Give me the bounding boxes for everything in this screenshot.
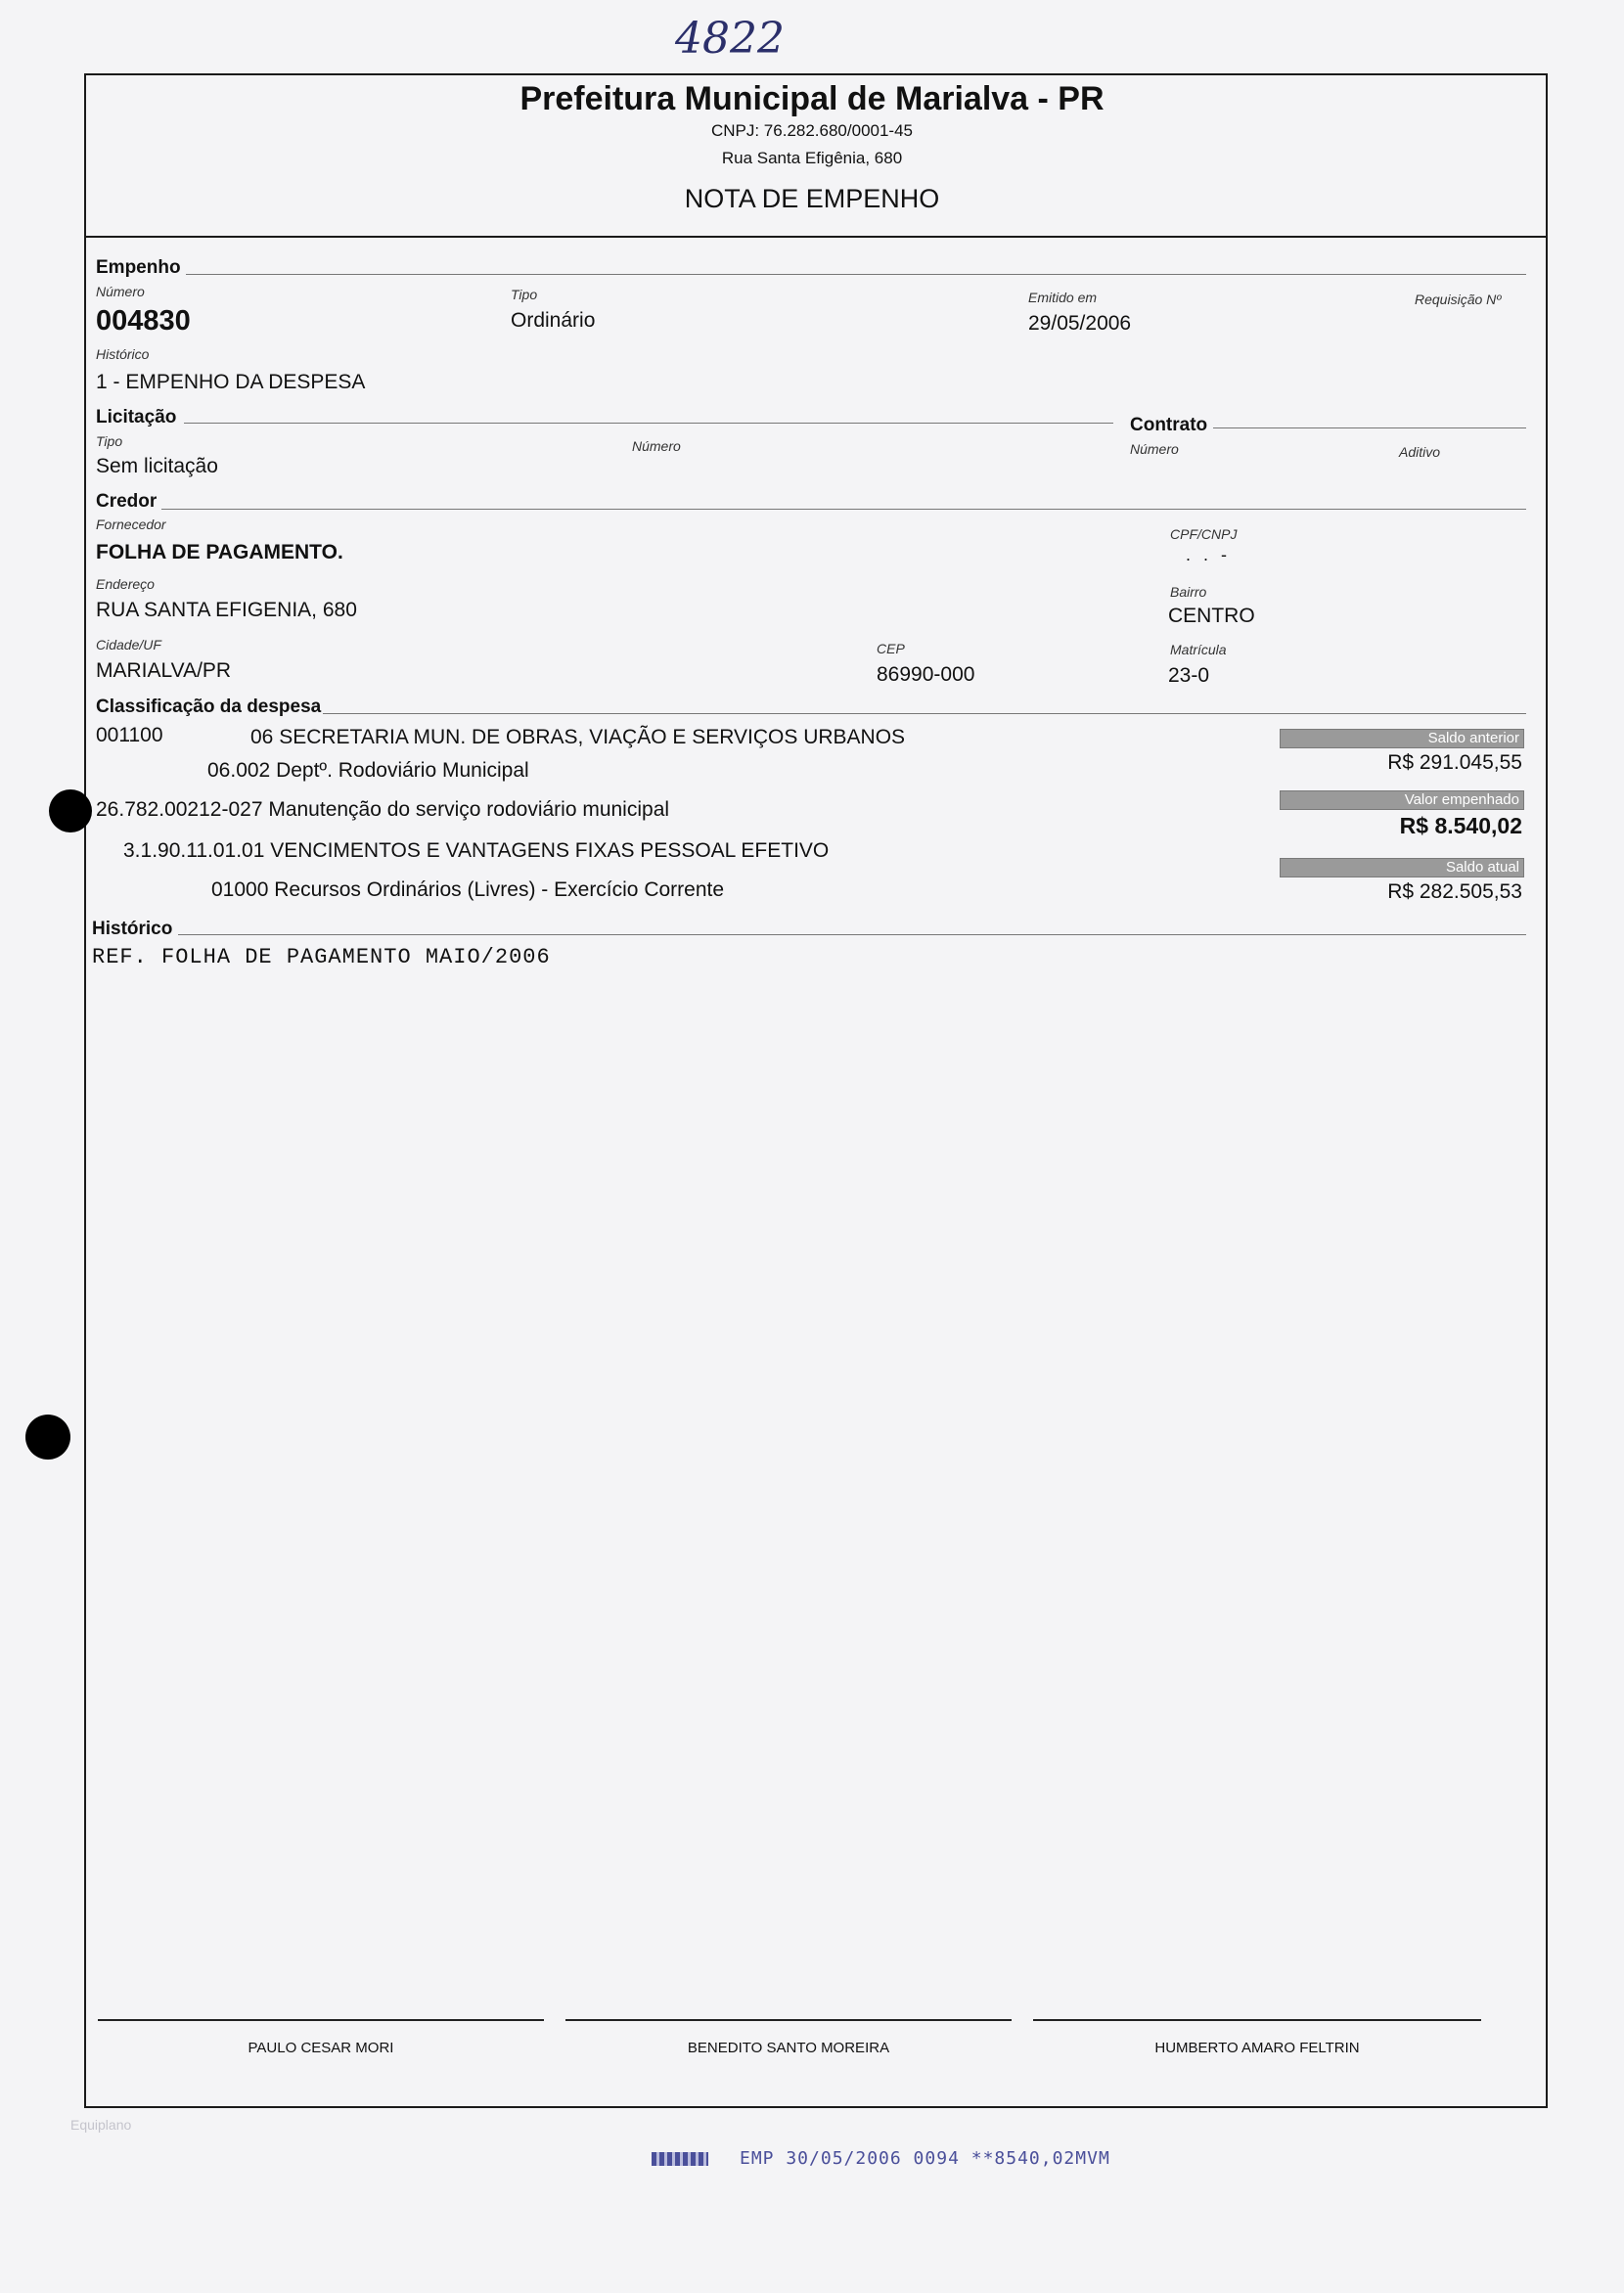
tipo-value: Ordinário — [511, 309, 596, 332]
classificacao-unidade: 06.002 Deptº. Rodoviário Municipal — [207, 759, 529, 782]
signature-line — [98, 2019, 544, 2021]
cep-value: 86990-000 — [877, 663, 975, 686]
valor-empenhado-value: R$ 8.540,02 — [1399, 813, 1522, 838]
stamp-logo-icon — [652, 2152, 708, 2166]
classificacao-orgao: 06 SECRETARIA MUN. DE OBRAS, VIAÇÃO E SERVIÇOS URBANOS — [250, 726, 906, 748]
cpf-label: CPF/CNPJ — [1170, 526, 1238, 542]
section-rule — [1213, 427, 1526, 428]
emitido-label: Emitido em — [1028, 290, 1098, 305]
endereco-label: Endereço — [96, 576, 155, 592]
contrato-numero-label: Número — [1130, 441, 1179, 457]
punch-hole — [25, 1415, 70, 1460]
section-rule — [178, 934, 1526, 935]
historico-text: REF. FOLHA DE PAGAMENTO MAIO/2006 — [92, 945, 551, 969]
protocol-stamp: EMP 30/05/2006 0094 **8540,02MVM — [740, 2148, 1110, 2169]
empenho-number: 004830 — [96, 305, 191, 337]
signature-line — [565, 2019, 1012, 2021]
section-empenho: Empenho — [96, 257, 181, 278]
licitacao-tipo-label: Tipo — [96, 433, 123, 449]
contrato-aditivo-label: Aditivo — [1399, 444, 1441, 460]
section-rule — [323, 713, 1526, 714]
requisicao-label: Requisição Nº — [1415, 292, 1502, 307]
punch-hole — [49, 789, 92, 832]
cidade-value: MARIALVA/PR — [96, 659, 232, 682]
document-title: NOTA DE EMPENHO — [684, 184, 940, 213]
handwritten-number: 4822 — [675, 14, 785, 64]
cep-label: CEP — [877, 641, 905, 656]
bairro-label: Bairro — [1170, 584, 1207, 600]
section-licitacao: Licitação — [96, 407, 177, 427]
numero-label: Número — [96, 284, 145, 299]
emitido-value: 29/05/2006 — [1028, 312, 1132, 335]
classificacao-funcional: 26.782.00212-027 Manutenção do serviço rodoviário municipal — [96, 798, 670, 821]
saldo-atual-value: R$ 282.505,53 — [1387, 880, 1522, 903]
signatory-name: BENEDITO SANTO MOREIRA — [687, 2040, 890, 2056]
classificacao-recurso: 01000 Recursos Ordinários (Livres) - Exercício Corrente — [211, 878, 725, 901]
classificacao-code: 001100 — [96, 724, 163, 746]
section-historico: Histórico — [92, 919, 173, 939]
historico-label: Histórico — [96, 346, 150, 362]
licitacao-numero-label: Número — [632, 438, 681, 454]
historico-value: 1 - EMPENHO DA DESPESA — [96, 371, 366, 393]
footer-brand: Equiplano — [70, 2117, 132, 2133]
saldo-anterior-label: Saldo anterior — [1280, 729, 1524, 748]
signatory-name: PAULO CESAR MORI — [248, 2040, 394, 2056]
cidade-label: Cidade/UF — [96, 637, 161, 652]
valor-empenhado-label: Valor empenhado — [1280, 790, 1524, 810]
header-divider — [84, 236, 1546, 238]
saldo-anterior-value: R$ 291.045,55 — [1387, 751, 1522, 774]
classificacao-elemento: 3.1.90.11.01.01 VENCIMENTOS E VANTAGENS FIXAS PESSOAL EFETIVO — [123, 839, 830, 862]
section-credor: Credor — [96, 491, 158, 512]
section-rule — [184, 423, 1113, 424]
bairro-value: CENTRO — [1168, 605, 1255, 627]
fornecedor-label: Fornecedor — [96, 517, 166, 532]
cpf-value: . . - — [1186, 545, 1231, 564]
section-contrato: Contrato — [1130, 415, 1208, 435]
licitacao-tipo-value: Sem licitação — [96, 455, 218, 477]
fornecedor-value: FOLHA DE PAGAMENTO. — [96, 541, 343, 563]
endereco-value: RUA SANTA EFIGENIA, 680 — [96, 599, 357, 621]
tipo-label: Tipo — [511, 287, 538, 302]
municipality-title: Prefeitura Municipal de Marialva - PR — [519, 80, 1105, 117]
section-rule — [186, 274, 1526, 275]
signature-line — [1033, 2019, 1481, 2021]
matricula-value: 23-0 — [1168, 664, 1210, 687]
section-classificacao: Classificação da despesa — [96, 697, 322, 717]
address: Rua Santa Efigênia, 680 — [721, 149, 903, 167]
saldo-atual-label: Saldo atual — [1280, 858, 1524, 877]
matricula-label: Matrícula — [1170, 642, 1227, 657]
cnpj: CNPJ: 76.282.680/0001-45 — [710, 121, 914, 140]
section-rule — [161, 509, 1526, 510]
signatory-name: HUMBERTO AMARO FELTRIN — [1154, 2040, 1360, 2056]
